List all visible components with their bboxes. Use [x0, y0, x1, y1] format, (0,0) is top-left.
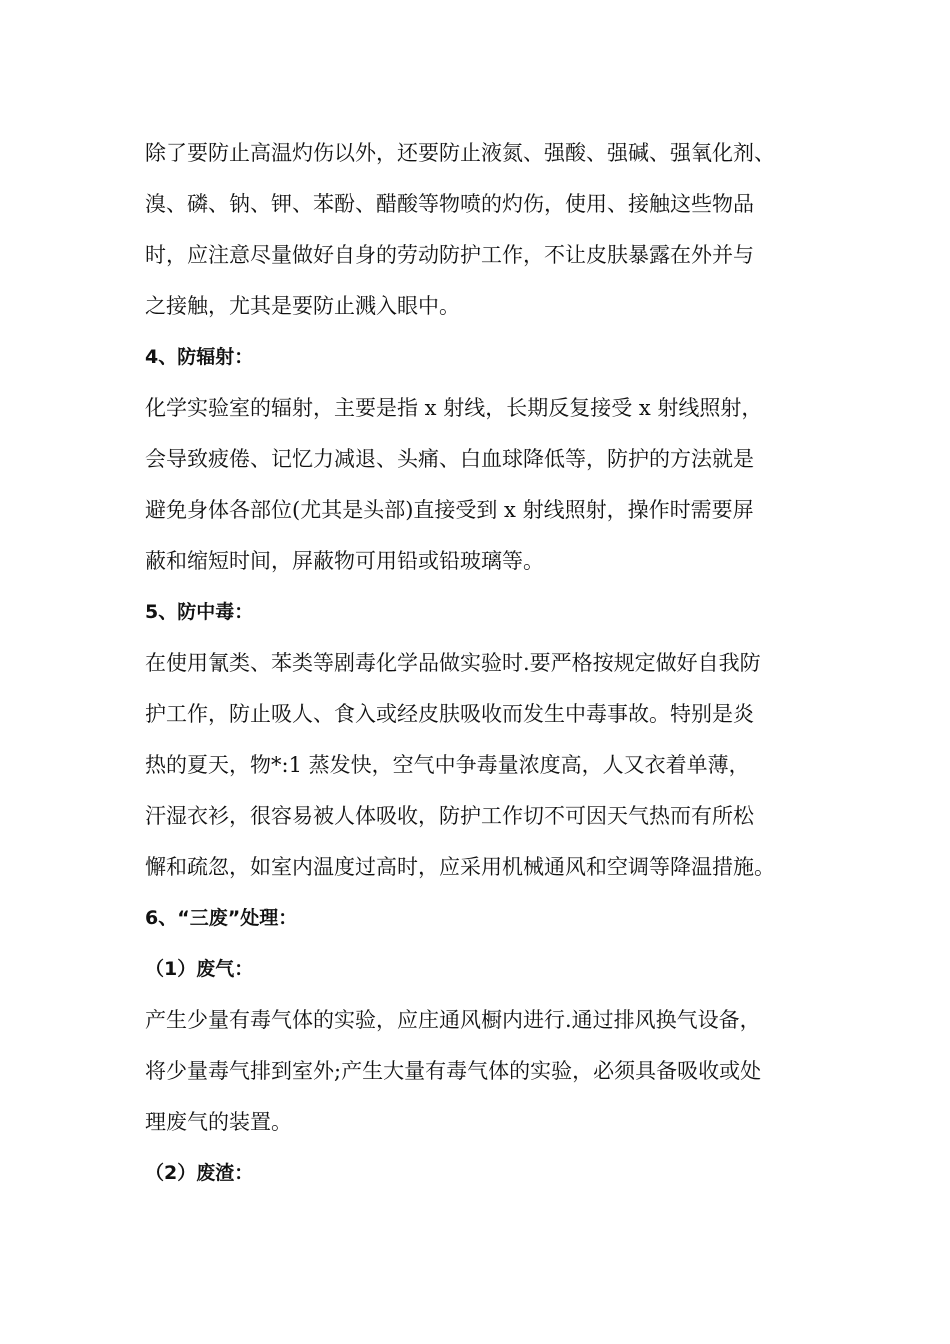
paragraph-poisoning: [145, 638, 817, 893]
text-line: 化学实验室的辐射，主要是指 x 射线，长期反复接受 x 射线照射，: [145, 396, 763, 420]
text-line: 产生少量有毒气体的实验，应庄通风橱内进行.通过排风换气设备，: [145, 1008, 761, 1032]
text-line: 懈和疏忽，如室内温度过高时，应采用机械通风和空调等降温措施。: [145, 855, 775, 879]
text-line: 汗湿衣衫，很容易被人体吸收，防护工作切不可因天气热而有所松: [145, 804, 754, 828]
text-line: 时，应注意尽量做好自身的劳动防护工作，不让皮肤暴露在外并与: [145, 243, 754, 267]
text-line: 会导致疲倦、记忆力减退、头痛、白血球降低等，防护的方法就是: [145, 447, 754, 471]
text-line: 在使用氰类、苯类等剧毒化学品做实验时.要严格按规定做好自我防: [145, 651, 761, 675]
section-heading-three-wastes: 6、“三废”处理：: [145, 907, 298, 929]
section-heading-poisoning: 5、防中毒：: [145, 601, 254, 623]
subsection-heading-waste-gas: （1）废气：: [145, 958, 254, 980]
text-line: 将少量毒气排到室外;产生大量有毒气体的实验，必须具备吸收或处: [145, 1059, 762, 1083]
paragraph-radiation: [145, 383, 817, 587]
section-heading-radiation: 4、防辐射：: [145, 346, 254, 368]
document-body: [145, 128, 817, 1199]
text-line: 避免身体各部位(尤其是头部)直接受到 x 射线照射，操作时需要屏: [145, 498, 754, 522]
text-line: 蔽和缩短时间，屏蔽物可用铅或铅玻璃等。: [145, 549, 544, 573]
text-line: 溴、磷、钠、钾、苯酚、醋酸等物喷的灼伤，使用、接触这些物品: [145, 192, 754, 216]
text-line: 之接触，尤其是要防止溅入眼中。: [145, 294, 460, 318]
text-line: 护工作，防止吸人、食入或经皮肤吸收而发生中毒事故。特别是炎: [145, 702, 754, 726]
text-line: 热的夏天，物*:1 蒸发快，空气中争毒量浓度高，人又衣着单薄，: [145, 753, 750, 777]
paragraph-waste-gas: [145, 995, 817, 1148]
subsection-heading-waste-residue: （2）废渣：: [145, 1162, 254, 1184]
text-line: 除了要防止高温灼伤以外，还要防止液氮、强酸、强碱、强氧化剂、: [145, 141, 775, 165]
text-line: 理废气的装置。: [145, 1110, 292, 1134]
paragraph-burn-protection: [145, 128, 817, 332]
